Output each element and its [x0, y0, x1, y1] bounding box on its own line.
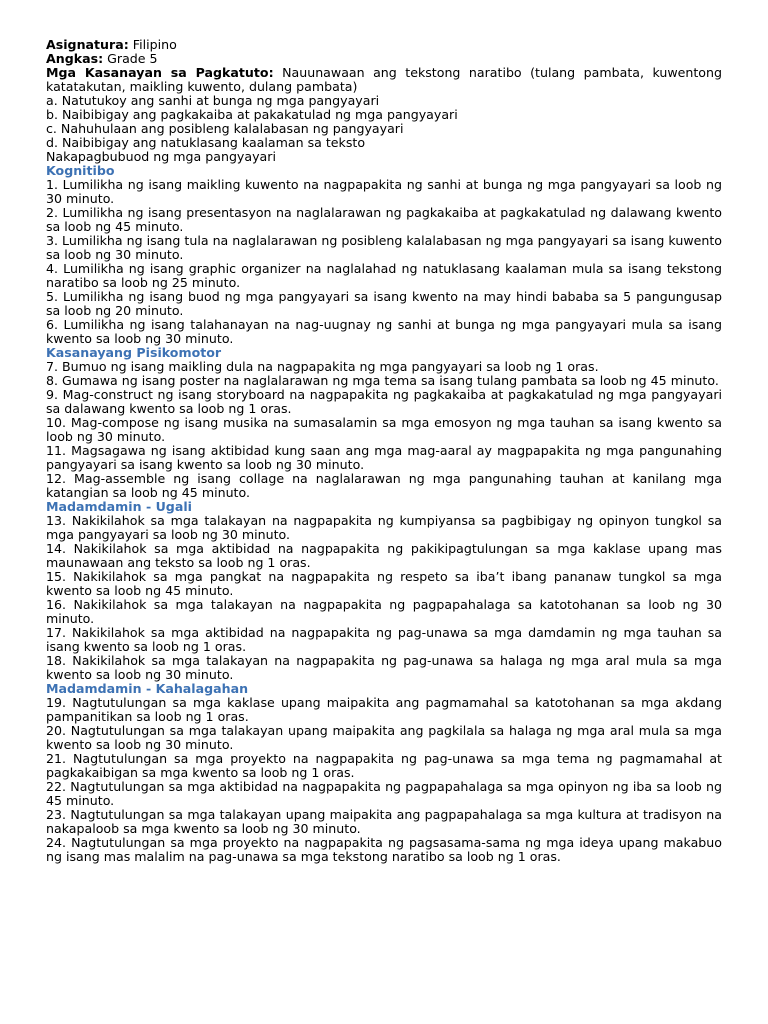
section-heading-kahalagahan: Madamdamin - Kahalagahan [46, 681, 249, 696]
list-item: 11. Magsagawa ng isang aktibidad kung saan ang mga mag-aaral ay magpapakita ng mga pangunahing pangyayari sa isang kwento sa loob ng 30 minuto. [46, 443, 722, 472]
list-item: 6. Lumilikha ng isang talahanayan na nag-uugnay ng sanhi at bunga ng mga pangyayari mula sa isang kwento sa loob ng 30 minuto. [46, 317, 722, 346]
list-item: 17. Nakikilahok sa mga aktibidad na nagpapakita ng pag-unawa sa mga damdamin ng mga tauhan sa isang kwento sa loob ng 1 oras. [46, 625, 722, 654]
skills-line [46, 66, 722, 94]
section-heading-kognitibo: Kognitibo [46, 163, 115, 178]
list-item: 18. Nakikilahok sa mga talakayan na nagpapakita ng pag-unawa sa halaga ng mga aral mula sa mga kwento sa loob ng 30 minuto. [46, 653, 722, 682]
list-item: 5. Lumilikha ng isang buod ng mga pangyayari sa isang kwento na may hindi bababa sa 5 pangungusap sa loob ng 20 minuto. [46, 289, 722, 318]
level-value: Grade 5 [107, 51, 158, 66]
list-item: 14. Nakikilahok sa mga aktibidad na nagpapakita ng pakikipagtulungan sa mga kaklase upang mas maunawaan ang teksto sa loob ng 1 oras. [46, 541, 722, 570]
subject-label: Asignatura: [46, 37, 129, 52]
level-line [46, 52, 722, 66]
subject-line [46, 38, 722, 52]
competency-b: b. Naibibigay ang pagkakaiba at pakakatulad ng mga pangyayari [46, 107, 458, 122]
level-label: Angkas: [46, 51, 104, 66]
list-item: 7. Bumuo ng isang maikling dula na nagpapakita ng mga pangyayari sa loob ng 1 oras. [46, 359, 599, 374]
competency-c: c. Nahuhulaan ang posibleng kalalabasan ng pangyayari [46, 121, 404, 136]
list-item: 10. Mag-compose ng isang musika na sumasalamin sa mga emosyon ng mga tauhan sa isang kwento sa loob ng 30 minuto. [46, 415, 722, 444]
list-item: 23. Nagtutulungan sa mga talakayan upang maipakita ang pagpapahalaga sa mga kultura at tradisyon na nakapaloob sa mga kwento sa loob ng 30 minuto. [46, 807, 722, 836]
list-item: 22. Nagtutulungan sa mga aktibidad na nagpapakita ng pagpapahalaga sa mga opinyon ng iba sa loob ng 45 minuto. [46, 779, 722, 808]
list-item: 24. Nagtutulungan sa mga proyekto na nagpapakita ng pagsasama-sama ng mga ideya upang makabuo ng isang mas malalim na pag-unawa sa mga tekstong naratibo sa loob ng 1 oras. [46, 835, 722, 864]
list-item: 4. Lumilikha ng isang graphic organizer na naglalahad ng natuklasang kaalaman mula sa isang tekstong naratibo sa loob ng 25 minuto. [46, 261, 722, 290]
section-heading-ugali: Madamdamin - Ugali [46, 499, 192, 514]
list-item: 13. Nakikilahok sa mga talakayan na nagpapakita ng kumpiyansa sa pagbibigay ng opinyon tungkol sa mga pangyayari sa loob ng 30 minuto. [46, 513, 722, 542]
list-item: 12. Mag-assemble ng isang collage na naglalarawan ng mga pangunahing tauhan at kanilang mga katangian sa loob ng 45 minuto. [46, 471, 722, 500]
section-heading-pisikomotor: Kasanayang Pisikomotor [46, 345, 222, 360]
list-item: 15. Nakikilahok sa mga pangkat na nagpapakita ng respeto sa iba’t ibang pananaw tungkol sa mga kwento sa loob ng 45 minuto. [46, 569, 722, 598]
competency-summary: Nakapagbubuod ng mga pangyayari [46, 149, 276, 164]
skills-value: Nauunawaan ang tekstong naratibo (tulang pambata, kuwentong katatakutan, maikling kuwento, dulang pambata) [46, 65, 722, 94]
list-item: 16. Nakikilahok sa mga talakayan na nagpapakita ng pagpapahalaga sa katotohanan sa loob ng 30 minuto. [46, 597, 722, 626]
list-item: 9. Mag-construct ng isang storyboard na nagpapakita ng pagkakaiba at pagkakatulad ng mga pangyayari sa dalawang kwento sa loob ng 1 oras. [46, 387, 722, 416]
list-item: 2. Lumilikha ng isang presentasyon na naglalarawan ng pagkakaiba at pagkakatulad ng dalawang kwento sa loob ng 45 minuto. [46, 205, 722, 234]
skills-label: Mga Kasanayan sa Pagkatuto: [46, 65, 274, 80]
competency-a: a. Natutukoy ang sanhi at bunga ng mga pangyayari [46, 93, 380, 108]
list-item: 21. Nagtutulungan sa mga proyekto na nagpapakita ng pag-unawa sa mga tema ng pagmamahal at pagkakaibigan sa mga kwento sa loob ng 1 oras. [46, 751, 722, 780]
competency-d: d. Naibibigay ang natuklasang kaalaman sa teksto [46, 135, 366, 150]
list-item: 8. Gumawa ng isang poster na naglalarawan ng mga tema sa isang tulang pambata sa loob ng 45 minuto. [46, 373, 719, 388]
list-item: 1. Lumilikha ng isang maikling kuwento na nagpapakita ng sanhi at bunga ng mga pangyayari sa loob ng 30 minuto. [46, 177, 722, 206]
list-item: 19. Nagtutulungan sa mga kaklase upang maipakita ang pagmamahal sa katotohanan sa mga akdang pampanitikan sa loob ng 1 oras. [46, 695, 722, 724]
list-item: 20. Nagtutulungan sa mga talakayan upang maipakita ang pagkilala sa halaga ng mga aral mula sa mga kwento sa loob ng 30 minuto. [46, 723, 722, 752]
list-item: 3. Lumilikha ng isang tula na naglalarawan ng posibleng kalalabasan ng mga pangyayari sa isang kuwento sa loob ng 30 minuto. [46, 233, 722, 262]
subject-value: Filipino [132, 37, 177, 52]
